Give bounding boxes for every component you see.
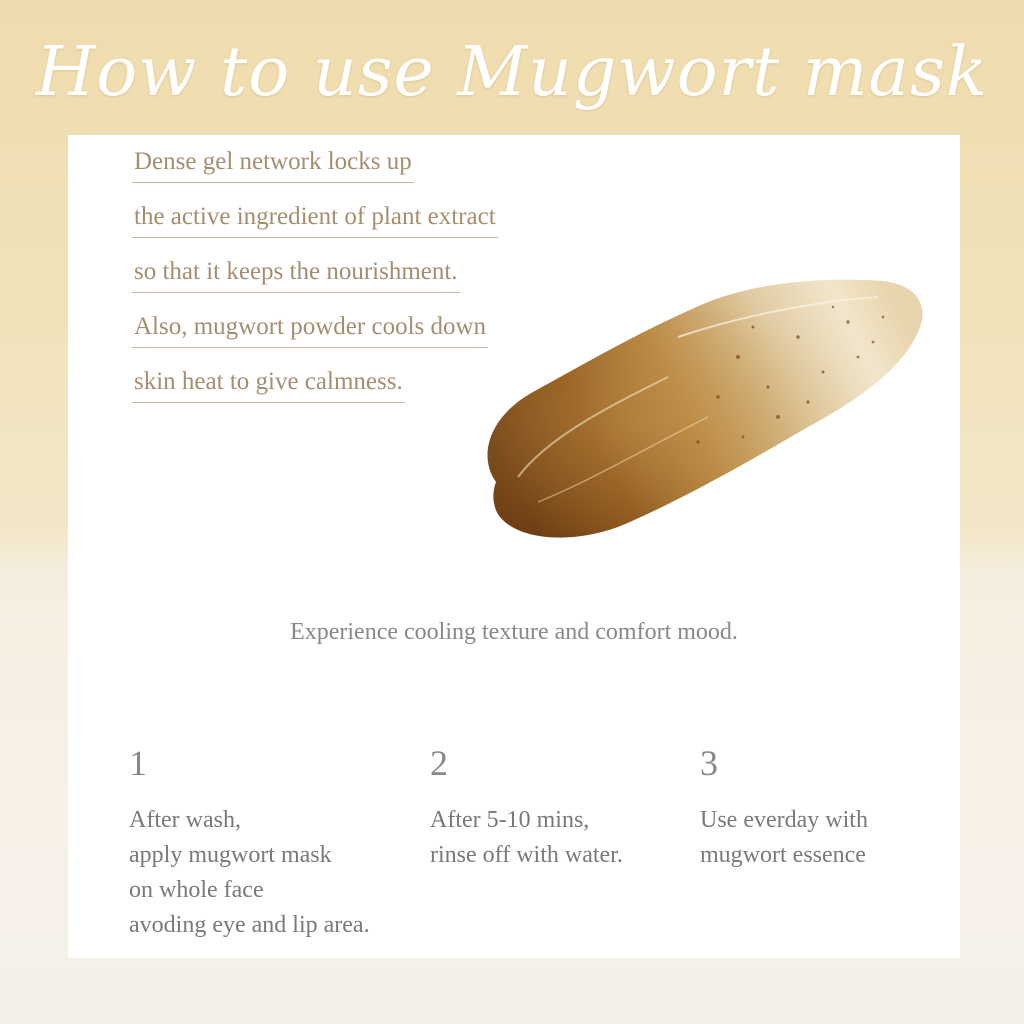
step-line: rinse off with water.: [430, 842, 623, 868]
step-instructions: [430, 803, 710, 873]
step-3: [700, 745, 980, 873]
intro-line: Dense gel network locks up: [132, 141, 414, 183]
step-2: [430, 745, 710, 873]
step-line: on whole face: [129, 877, 264, 903]
step-number: 1: [129, 743, 147, 783]
intro-line: skin heat to give calmness.: [132, 361, 405, 403]
step-line: Use everday with: [700, 807, 868, 833]
step-number: 2: [430, 743, 448, 783]
step-line: avoding eye and lip area.: [129, 912, 370, 938]
step-1: [129, 745, 409, 943]
tagline: Experience cooling texture and comfort mood.: [290, 619, 738, 645]
mask-texture-image: [478, 277, 928, 547]
step-line: After wash,: [129, 807, 241, 833]
content-card: [68, 135, 960, 958]
intro-line: Also, mugwort powder cools down: [132, 306, 488, 348]
page-title: How to use Mugwort mask: [35, 33, 989, 112]
step-line: mugwort essence: [700, 842, 866, 868]
step-line: apply mugwort mask: [129, 842, 332, 868]
step-instructions: [129, 803, 409, 943]
intro-line: the active ingredient of plant extract: [132, 196, 498, 238]
step-number: 3: [700, 743, 718, 783]
step-instructions: [700, 803, 980, 873]
intro-line: so that it keeps the nourishment.: [132, 251, 460, 293]
intro-text: [132, 141, 498, 416]
step-line: After 5-10 mins,: [430, 807, 590, 833]
